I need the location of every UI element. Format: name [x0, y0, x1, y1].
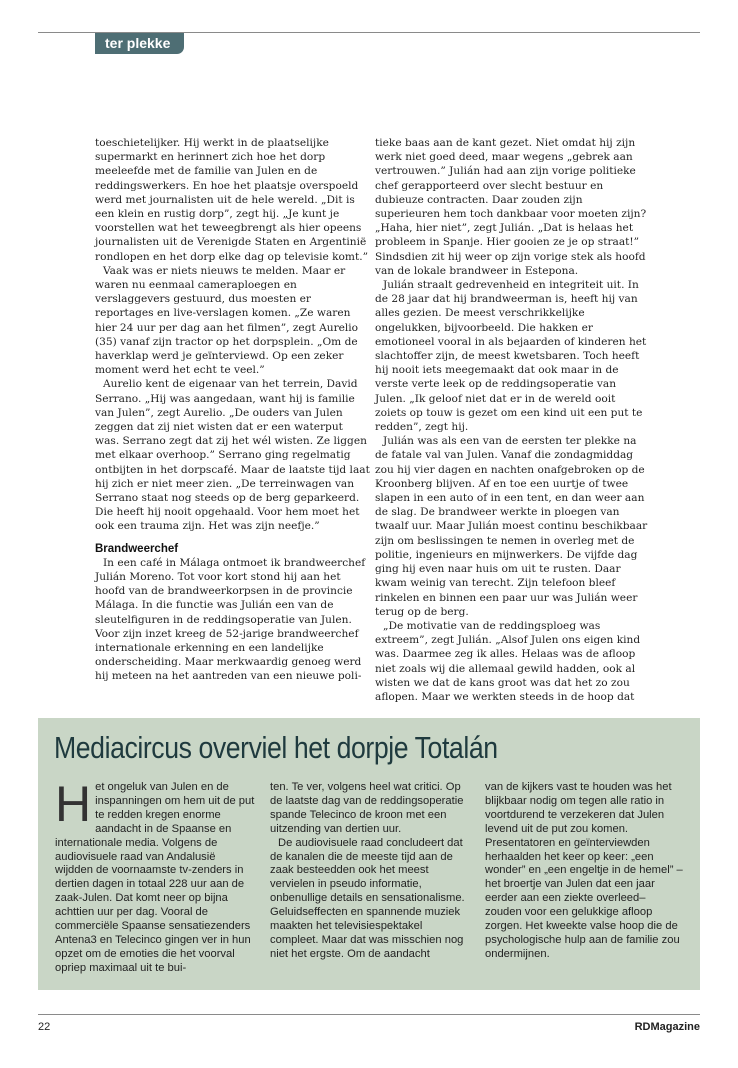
- page-number: 22: [38, 1021, 51, 1033]
- paragraph: toeschietelijker. Hij werkt in de plaatselijke supermarkt en herinnert zich hoe het dorp meeleefde met de familie van Julen en de reddingswerkers. En hoe het plaatsje overspoeld werd met journalisten uit de hele wereld. „Dit is een klein en rustig dorp”, zegt hij. „Je kunt je voorstellen wat het teweegbrengt als hier opeens journalisten uit de Verenigde Staten en Argentinië rondlopen en het dorp elke dag op televisie komt.”: [95, 137, 368, 263]
- paragraph-text: et ongeluk van Julen en de inspanningen om hem uit de put te redden kregen enorme aandacht in de Spaanse en internationale media. Volgens de audiovisuele raad van Andalusië wijdden de voornaamste tv-zenders in dertien dagen in totaal 228 uur aan de zaak-Julen. Dat komt neer op bijna achttien uur per dag. Vooral de commerciële Spaanse sensatiezenders Antena3 en Telecinco gingen ver in hun opzet om de emoties die het voorval opriep maximaal uit te bui-: [55, 781, 255, 974]
- paragraph: Vaak was er niets nieuws te melden. Maar er waren nu eenmaal cameraploegen en verslaggevers gestuurd, dus moesten er reportages en live-verslagen komen. „Ze waren hier 24 uur per dag aan het filmen”, zegt Aurelio (35) vanaf zijn tractor op het dorpsplein. „Om de haverklap werd je geïnterviewd. Op een zeker moment werd het echt te veel.”: [95, 264, 359, 377]
- paragraph: In een café in Málaga ontmoet ik brandweerchef Julián Moreno. Tot voor kort stond hij aan het hoofd van de brandweerkorpsen in de provincie Málaga. In die functie was Julián een van de sleutelfiguren in de reddingsoperatie van Julen. Voor zijn inzet kreeg de 52-jarige brandweerchef internationale erkenning en een landelijke onderscheiding. Maar merkwaardig genoeg werd hij meteen na het aantreden van een nieuwe poli-: [95, 556, 366, 683]
- drop-cap: H: [55, 776, 92, 832]
- footer-rule: [38, 1014, 700, 1015]
- subheading: Brandweerchef: [95, 542, 179, 555]
- article-column-1: [95, 136, 370, 684]
- sidebar-column-2: [270, 781, 470, 962]
- paragraph: Aurelio kent de eigenaar van het terrein, David Serrano. „Hij was aangedaan, want hij is familie van Julen”, zegt Aurelio. „De ouders van Julen zeggen dat zij niet wisten dat er een waterput was. Serrano zegt dat zij het wél wisten. Ze liggen met elkaar overhoop.” Serrano ging regelmatig ontbijten in het dorpscafé. Maar de laatste tijd laat hij zich er niet meer zien. „De terreinwagen van Serrano staat nog steeds op de berg geparkeerd. Die heeft hij nooit opgehaald. Voor hem moet het ook een trauma zijn. Het was zijn neefje.”: [95, 378, 370, 533]
- article-column-2: [375, 136, 650, 704]
- paragraph: „De motivatie van de reddingsploeg was extreem”, zegt Julián. „Alsof Julen ons eigen kind was. Daarmee zeg ik alles. Helaas was de afloop niet zoals wij die allemaal gewild hadden, ook al wisten we dat de kans groot was dat het zo zou aflopen. Maar we werkten steeds in de hoop dat: [375, 619, 641, 703]
- paragraph: Julián straalt gedrevenheid en integriteit uit. In de 28 jaar dat hij brandweerman is, heeft hij van alles gezien. De meest verschrikkelijke ongelukken, bijvoorbeeld. Die hakken er emotioneel vooral in als bejaarden of kinderen het slachtoffer zijn, de meest kwetsbaren. Toch heeft hij nooit iets meegemaakt dat ook maar in de verste verte leek op de reddingsoperatie van Julen. „Ik geloof niet dat er in de wereld ooit zoiets op touw is gezet om een kind uit een put te redden”, zegt hij.: [375, 279, 647, 434]
- section-tag: ter plekke: [95, 33, 184, 54]
- magazine-name: RDMagazine: [634, 1021, 700, 1033]
- paragraph: [55, 776, 255, 976]
- sidebar-column-3: [485, 781, 685, 962]
- paragraph: De audiovisuele raad concludeert dat de kanalen die de meeste tijd aan de zaak besteedden ook het meest vervielen in pseudo informatie, onbenullige details en sensationalisme. Geluidseffecten en spannende muziek maakten het televisiespektakel compleet. Maar dat was misschien nog niet het ergste. Om de aandacht: [270, 836, 465, 960]
- paragraph: van de kijkers vast te houden was het blijkbaar nodig om tegen alle ratio in voortdurend te verzekeren dat Julen levend uit de put zou komen. Presentatoren en geïnterviewden herhaalden het keer op keer: „een wonder” en „een engeltje in de hemel” –het broertje van Julen dat een jaar eerder aan een ziekte overleed– zouden voor een gelukkige afloop zorgen. Het kweekte valse hoop die de psychologische hulp aan de familie zou ondermijnen.: [485, 781, 683, 960]
- paragraph: Julián was als een van de eersten ter plekke na de fatale val van Julen. Vanaf die zondagmiddag zou hij vier dagen en nachten onafgebroken op de Kroonberg blijven. Af en toe een uurtje of twee slapen in een auto of in een tent, en dan weer aan de slag. De brandweer werkte in ploegen van twaalf uur. Maar Julián moest continu beschikbaar zijn om beslissingen te nemen in overleg met de politie, ingenieurs en mijnwerkers. De vijfde dag ging hij even naar huis om uit te rusten. Daar kwam weinig van terecht. Zijn telefoon bleef rinkelen en binnen een paar uur was Julián weer terug op de berg.: [375, 435, 648, 618]
- paragraph: tieke baas aan de kant gezet. Niet omdat hij zijn werk niet goed deed, maar wegens „gebrek aan vertrouwen.” Julián had aan zijn vorige politieke chef gerapporteerd over slecht bestuur en dubieuze contracten. Daar zouden zijn superieuren hem toch dankbaar voor moeten zijn? „Haha, hier niet”, zegt Julián. „Dat is helaas het probleem in Spanje. Hier gooien ze je op straat!” Sindsdien zit hij weer op zijn vorige stek als hoofd van de lokale brandweer in Estepona.: [375, 137, 647, 277]
- sidebar-box: [38, 718, 700, 990]
- paragraph: ten. Te ver, volgens heel wat critici. Op de laatste dag van de reddingsoperatie spande Telecinco de kroon met een uitzending van dertien uur.: [270, 781, 464, 835]
- sidebar-column-1: [55, 776, 255, 976]
- sidebar-title: Mediacircus overviel het dorpje Totalán: [54, 730, 498, 765]
